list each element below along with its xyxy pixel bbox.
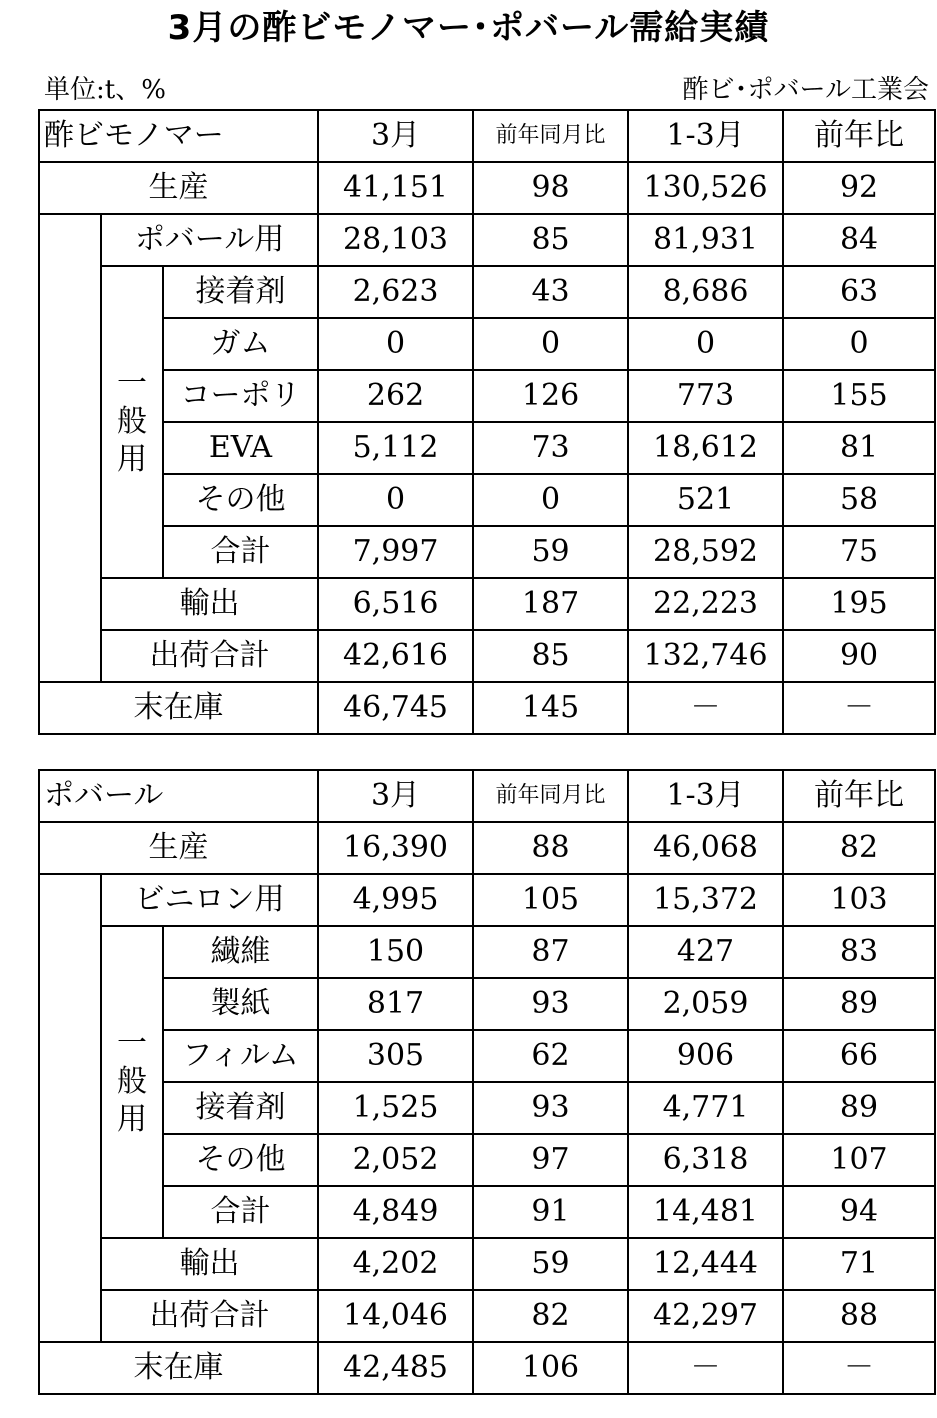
row-label: フィルム <box>163 1030 318 1082</box>
cell: 46,068 <box>628 822 783 874</box>
row-label: ガム <box>163 318 318 370</box>
cell: 773 <box>628 370 783 422</box>
cell: － <box>628 682 783 734</box>
row-label: 生産 <box>39 822 318 874</box>
cell: 97 <box>473 1134 628 1186</box>
cell: 92 <box>783 162 935 214</box>
table-row <box>39 822 935 874</box>
row-label: 合計 <box>163 526 318 578</box>
table-row <box>39 1290 935 1342</box>
cell: 195 <box>783 578 935 630</box>
source-label: 酢ビ･ポバール工業会 <box>682 75 929 105</box>
cell: 66 <box>783 1030 935 1082</box>
cell: － <box>628 1342 783 1394</box>
cell: 83 <box>783 926 935 978</box>
cell: 28,592 <box>628 526 783 578</box>
cell: 5,112 <box>318 422 473 474</box>
row-label: 出荷合計 <box>101 630 318 682</box>
cell: 63 <box>783 266 935 318</box>
table-row <box>39 162 935 214</box>
column-header: 3月 <box>318 110 473 162</box>
row-label: 製紙 <box>163 978 318 1030</box>
cell: 14,046 <box>318 1290 473 1342</box>
cell: 103 <box>783 874 935 926</box>
cell: 132,746 <box>628 630 783 682</box>
cell: 43 <box>473 266 628 318</box>
cell: 12,444 <box>628 1238 783 1290</box>
row-label: 合計 <box>163 1186 318 1238</box>
cell: － <box>783 682 935 734</box>
column-header: 前年同月比 <box>473 770 628 822</box>
table-row <box>39 526 935 578</box>
page-title: 3月の酢ビモノマー･ポバール需給実績 <box>167 8 770 48</box>
row-label: 末在庫 <box>39 682 318 734</box>
indent-cell <box>39 874 101 1342</box>
general-use-label: 一 般 用 <box>101 926 163 1238</box>
cell: 46,745 <box>318 682 473 734</box>
table-row <box>39 978 935 1030</box>
cell: 0 <box>473 318 628 370</box>
table-row <box>39 266 935 318</box>
table-row <box>39 630 935 682</box>
cell: 0 <box>473 474 628 526</box>
cell: 85 <box>473 630 628 682</box>
cell: 4,771 <box>628 1082 783 1134</box>
cell: 90 <box>783 630 935 682</box>
row-label: 繊維 <box>163 926 318 978</box>
cell: 8,686 <box>628 266 783 318</box>
cell: 0 <box>318 318 473 370</box>
cell: 82 <box>783 822 935 874</box>
table-row <box>39 1082 935 1134</box>
cell: 107 <box>783 1134 935 1186</box>
row-label: ポバール用 <box>101 214 318 266</box>
cell: 0 <box>318 474 473 526</box>
row-label: EVA <box>163 422 318 474</box>
row-label: その他 <box>163 474 318 526</box>
cell: 88 <box>473 822 628 874</box>
table-row <box>39 1134 935 1186</box>
cell: 4,849 <box>318 1186 473 1238</box>
cell: 427 <box>628 926 783 978</box>
cell: 4,995 <box>318 874 473 926</box>
cell: 16,390 <box>318 822 473 874</box>
cell: 89 <box>783 1082 935 1134</box>
row-label: 生産 <box>39 162 318 214</box>
cell: 18,612 <box>628 422 783 474</box>
cell: 145 <box>473 682 628 734</box>
cell: 75 <box>783 526 935 578</box>
table-row <box>39 682 935 734</box>
table-row <box>39 926 935 978</box>
row-label: その他 <box>163 1134 318 1186</box>
cell: 1,525 <box>318 1082 473 1134</box>
cell: 85 <box>473 214 628 266</box>
table-row <box>39 214 935 266</box>
cell: 521 <box>628 474 783 526</box>
table-name: 酢ビモノマー <box>39 110 318 162</box>
column-header: 前年比 <box>783 770 935 822</box>
cell: 14,481 <box>628 1186 783 1238</box>
column-header: 1-3月 <box>628 770 783 822</box>
cell: 94 <box>783 1186 935 1238</box>
cell: 89 <box>783 978 935 1030</box>
column-header: 3月 <box>318 770 473 822</box>
cell: 62 <box>473 1030 628 1082</box>
cell: 87 <box>473 926 628 978</box>
table-name: ポバール <box>39 770 318 822</box>
table-row <box>39 370 935 422</box>
table-row <box>39 422 935 474</box>
cell: 42,485 <box>318 1342 473 1394</box>
cell: 0 <box>628 318 783 370</box>
cell: 305 <box>318 1030 473 1082</box>
cell: 6,516 <box>318 578 473 630</box>
cell: 98 <box>473 162 628 214</box>
column-header: 前年比 <box>783 110 935 162</box>
cell: 15,372 <box>628 874 783 926</box>
cell: 93 <box>473 1082 628 1134</box>
table-row <box>39 874 935 926</box>
cell: 41,151 <box>318 162 473 214</box>
cell: 130,526 <box>628 162 783 214</box>
table-header-row <box>39 110 935 162</box>
cell: 82 <box>473 1290 628 1342</box>
cell: 105 <box>473 874 628 926</box>
monomer-table <box>38 109 936 735</box>
cell: 42,616 <box>318 630 473 682</box>
row-label: 輸出 <box>101 578 318 630</box>
table-row <box>39 1030 935 1082</box>
row-label: 出荷合計 <box>101 1290 318 1342</box>
cell: 262 <box>318 370 473 422</box>
cell: 2,623 <box>318 266 473 318</box>
cell: 81,931 <box>628 214 783 266</box>
unit-label: 単位:t、% <box>44 75 166 105</box>
cell: 42,297 <box>628 1290 783 1342</box>
table-row <box>39 1186 935 1238</box>
cell: 106 <box>473 1342 628 1394</box>
column-header: 前年同月比 <box>473 110 628 162</box>
row-label: ビニロン用 <box>101 874 318 926</box>
cell: 155 <box>783 370 935 422</box>
table-header-row <box>39 770 935 822</box>
table-row <box>39 318 935 370</box>
cell: 93 <box>473 978 628 1030</box>
row-label: 接着剤 <box>163 1082 318 1134</box>
cell: 84 <box>783 214 935 266</box>
table-row <box>39 474 935 526</box>
cell: 2,052 <box>318 1134 473 1186</box>
cell: 71 <box>783 1238 935 1290</box>
cell: 28,103 <box>318 214 473 266</box>
column-header: 1-3月 <box>628 110 783 162</box>
cell: 81 <box>783 422 935 474</box>
row-label: 末在庫 <box>39 1342 318 1394</box>
general-use-label: 一 般 用 <box>101 266 163 578</box>
cell: 7,997 <box>318 526 473 578</box>
cell: 59 <box>473 526 628 578</box>
cell: 88 <box>783 1290 935 1342</box>
cell: 6,318 <box>628 1134 783 1186</box>
table-row <box>39 1342 935 1394</box>
table-row <box>39 1238 935 1290</box>
cell: － <box>783 1342 935 1394</box>
cell: 150 <box>318 926 473 978</box>
cell: 126 <box>473 370 628 422</box>
cell: 2,059 <box>628 978 783 1030</box>
row-label: 輸出 <box>101 1238 318 1290</box>
cell: 906 <box>628 1030 783 1082</box>
table-row <box>39 578 935 630</box>
cell: 0 <box>783 318 935 370</box>
cell: 4,202 <box>318 1238 473 1290</box>
poval-table <box>38 769 936 1395</box>
cell: 58 <box>783 474 935 526</box>
cell: 22,223 <box>628 578 783 630</box>
row-label: コーポリ <box>163 370 318 422</box>
cell: 187 <box>473 578 628 630</box>
cell: 817 <box>318 978 473 1030</box>
cell: 59 <box>473 1238 628 1290</box>
cell: 91 <box>473 1186 628 1238</box>
row-label: 接着剤 <box>163 266 318 318</box>
cell: 73 <box>473 422 628 474</box>
indent-cell <box>39 214 101 682</box>
